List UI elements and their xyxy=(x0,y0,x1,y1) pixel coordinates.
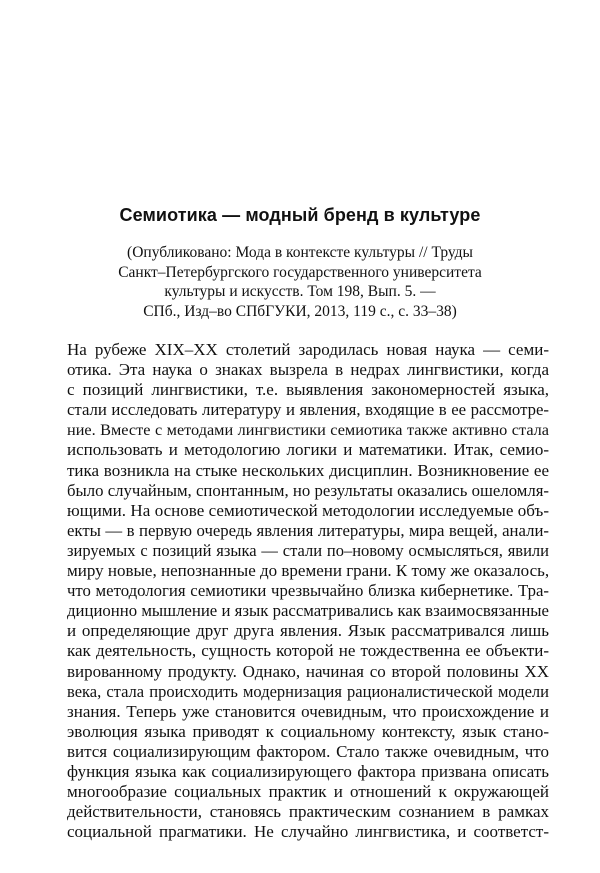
body-line: с позиций лингвистики, т.е. выявления закономерностей языка, xyxy=(67,380,549,400)
body-line: ние. Вместе с методами лингвистики семиотика также активно стала xyxy=(67,421,549,440)
publication-note-line: культуры и искусств. Том 198, Вып. 5. — xyxy=(164,283,436,301)
publication-note-line: СПб., Изд–во СПбГУКИ, 2013, 119 с., с. 33–38) xyxy=(143,302,457,320)
body-line: На рубеже XIX–XX столетий зародилась новая наука — семи- xyxy=(67,340,549,359)
body-line: знания. Теперь уже становится очевидным, что происхождение и xyxy=(67,701,549,721)
body-line: социальной прагматики. Не случайно лингвистика, и соответст- xyxy=(67,822,549,842)
body-line: многообразие социальных практик и отношений к окружающей xyxy=(67,782,549,802)
body-line: функция языка как социализирующего фактора призвана описать xyxy=(67,761,549,781)
body-line: использовать и методологию логики и математики. Итак, семио- xyxy=(67,440,549,460)
body-line: тика возникла на стыке нескольких дисциплин. Возникновение ее xyxy=(67,460,549,480)
body-line: как деятельность, сущность которой не тождественна ее объекти- xyxy=(67,641,549,661)
body-line: и определяющие друг друга явления. Язык рассматривался лишь xyxy=(67,621,549,641)
body-line: вится социализирующим фактором. Стало также очевидным, что xyxy=(67,741,549,761)
publication-note xyxy=(0,243,600,321)
body-line: века, стала происходить модернизация рационалистической модели xyxy=(67,681,549,701)
publication-note-line: (Опубликовано: Мода в контексте культуры // Труды xyxy=(127,244,473,261)
article-body xyxy=(67,340,549,842)
body-line: вированному продукту. Однако, начиная со второй половины XX xyxy=(67,661,549,681)
body-line: зируемых с позиций языка — стали по–новому осмысляться, явили xyxy=(67,540,549,560)
body-line: действительности, становясь практическим сознанием в рамках xyxy=(67,802,549,822)
body-line: диционно мышление и язык рассматривались как взаимосвязанные xyxy=(67,601,549,621)
body-line: эволюция языка приводят к социальному контексту, язык стано- xyxy=(67,721,549,741)
body-line: было случайным, спонтанным, но результаты оказались ошеломля- xyxy=(67,480,549,500)
body-line: миру новые, непознанные до времени грани. К тому же оказалось, xyxy=(67,561,550,581)
body-line: отика. Эта наука о знаках вызрела в недрах лингвистики, когда xyxy=(67,360,549,380)
body-line: екты — в первую очередь явления литературы, мира вещей, анали- xyxy=(67,520,549,540)
body-line: ющими. На основе семиотической методологии исследуемые объ- xyxy=(67,500,549,520)
body-line: что методология семиотики чрезвычайно близка кибернетике. Тра- xyxy=(67,581,549,601)
article-title: Семиотика — модный бренд в культуре xyxy=(119,205,481,225)
publication-note-line: Санкт–Петербургского государственного университета xyxy=(118,263,482,281)
body-line: стали исследовать литературу и явления, входящие в ее рассмотре- xyxy=(67,400,549,420)
